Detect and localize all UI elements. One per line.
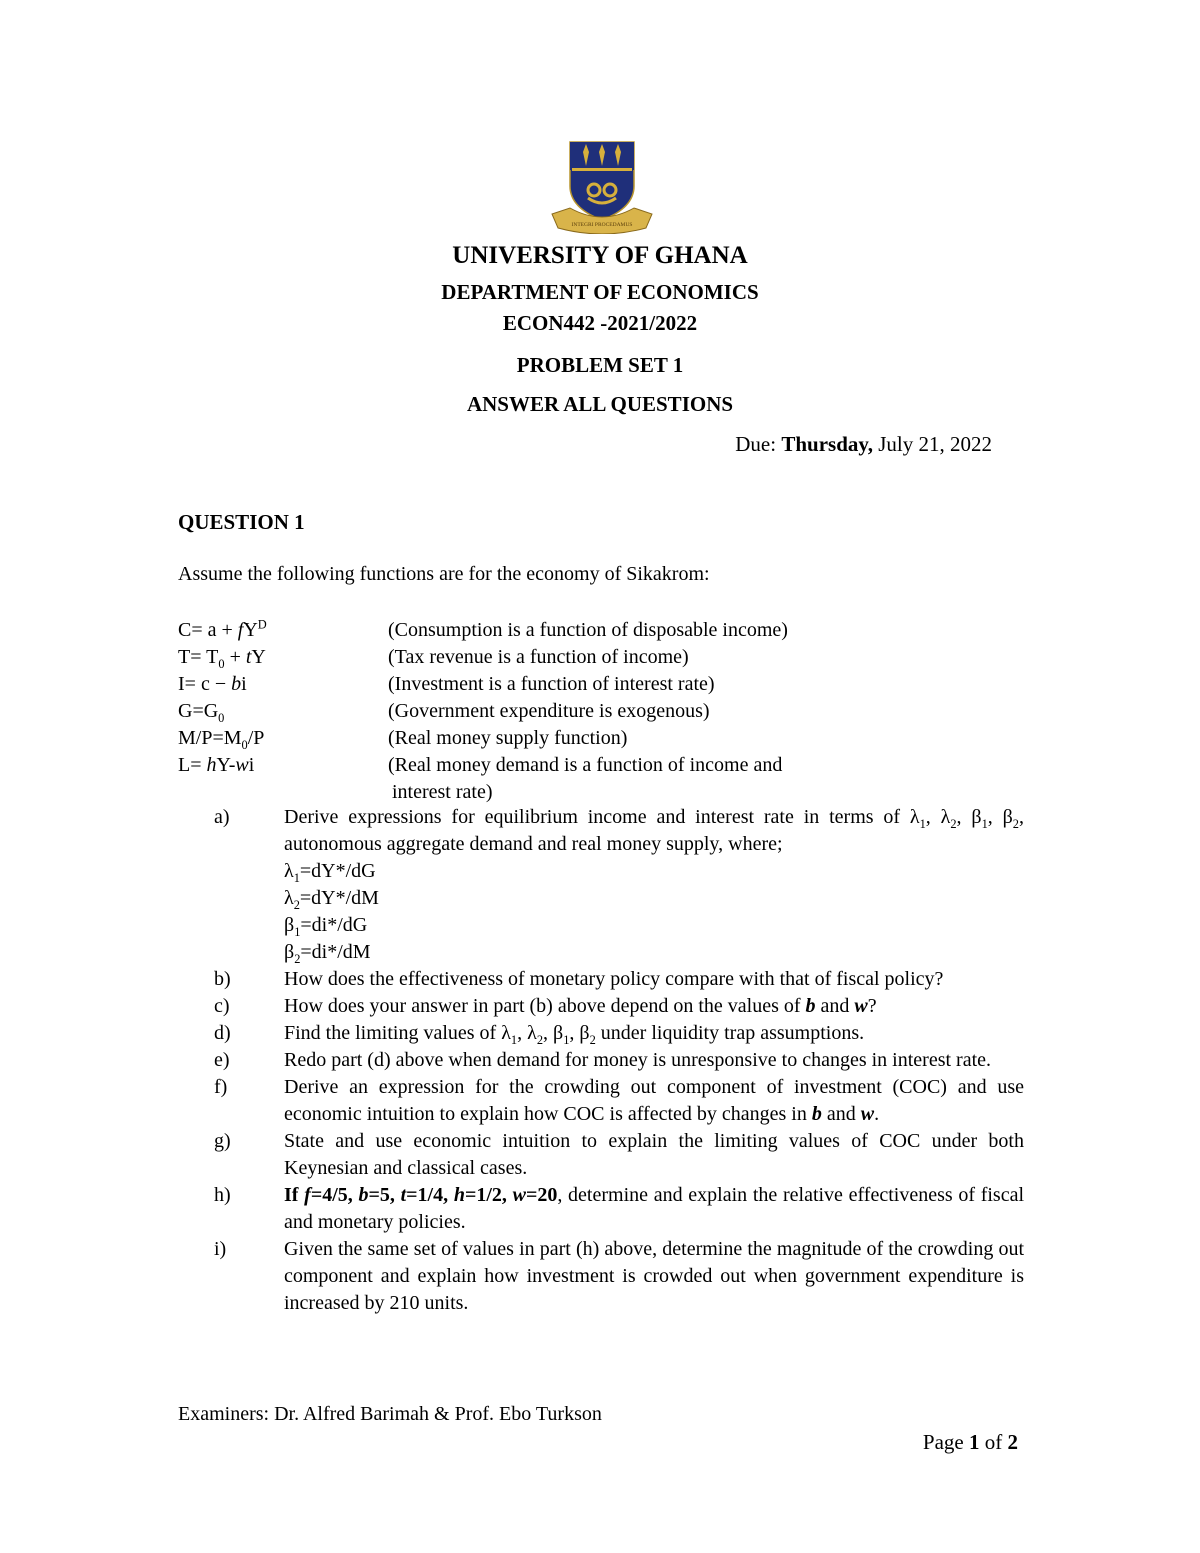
problem-set-title: PROBLEM SET 1 [516,353,684,377]
question-item-e: e) Redo part (d) above when demand for money is unresponsive to changes in interest rate. [214,1049,992,1071]
question-item-d: d) Find the limiting values of $\lambda_1$, $\lambda_2$, $\beta_1$, $\beta_2$ under liquidity trap assumptions. [214,1022,865,1047]
question-item-g: g) State and use economic intuition to explain the limiting values of COC under both Keynesian and classical cases. [214,1130,1024,1179]
question-items [178,804,1024,1317]
question-item-c: c) How does your answer in part (b) above depend on the values of b and w? [214,995,877,1017]
document-page: INTEGRI PROCEDAMUS UNIVERSITY OF GHANA DEPARTMENT OF ECONOMICS ECON442 -2021/2022 PROBLEM SET 1 ANSWER ALL QUESTIONS Due: Thursday, July 21, 2022 QUESTION 1 Assume the following functions are for the economy of Sikakrom: $C= a + fY^D$ (Consumption is a function of disposable income) $T= T_0$ + tY (Tax revenue is a function of income) I= c − bi (Investment is a function of interest rate) $G=G_0$ (Government expenditure is exogenous) $M/P=M_0/P$ (Real money supply function) L= hY-wi (Real money demand is a function of income and interest rate) a) Derive expressions for equilibrium income and interest rate in terms of $\lambda_1$, $\lambda_2$, $\beta_1$, $\beta_2$, autonomous aggregate demand and real money supply, where; $\lambda_1=dY*/dG$ $\lambda_2=dY*/dM$ $\beta_1=di*/dG$ $\beta_2=di*/dM$ b) How does the effectiveness of monetary policy compare with that of fiscal policy? c) How does your answer in part (b) above depend on the values of b and w? d) Find the limiting values of $\lambda_1$, $\lambda_2$, $\beta_1$, $\beta_2$ under liquidity trap assumptions. e) Redo part (d) above when demand for money is unresponsive to changes in interest rate. f) Derive an expression for the crowding out component of investment (COC) and use economic intuition to explain how COC is affected by changes in b and w. g) State and use economic intuition to explain the limiting values of COC under both Keynesian and classical cases. h) If f=4/5, b=5, t=1/4, h=1/2, w=20, determine and explain the relative effectiveness of fiscal and monetary policies. i) Given the same set of values in part (h) above, determine the magnitude of the crowding out component and explain how investment is crowded out when government expenditure is increased by 210 units. Examiners: Dr. Alfred Barimah & Prof. Ebo Turkson Page 1 of 2 [0,0,1200,1553]
department-name: DEPARTMENT OF ECONOMICS [441,280,759,304]
question-item-f: f) Derive an expression for the crowding out component of investment (COC) and use economic intuition to explain how COC is affected by changes in b and w. [214,1076,1024,1125]
question-item-i: i) Given the same set of values in part (h) above, determine the magnitude of the crowding out component and explain how investment is crowded out when government expenditure is increased by 210 units. [214,1238,1024,1314]
question-item-a: a) Derive expressions for equilibrium income and interest rate in terms of $\lambda_1$, $\lambda_2$, $\beta_1$, $\beta_2$, autonomous aggregate demand and real money supply, where; $\lambda_1=dY*/dG$ $\lambda_2=dY*/dM$ $\beta_1=di*/dG$ $\beta_2=di*/dM$ [214,806,1024,966]
question-heading: QUESTION 1 [178,510,305,534]
crest-motto: INTEGRI PROCEDAMUS [571,222,633,228]
page-number: Page 1 of 2 [922,1430,1018,1454]
due-date: Due: Thursday, July 21, 2022 [735,432,992,456]
university-name: UNIVERSITY OF GHANA [452,242,748,269]
course-code: ECON442 -2021/2022 [502,311,698,335]
question-intro: Assume the following functions are for the economy of Sikakrom: [178,563,710,585]
question-item-h: h) If f=4/5, b=5, t=1/4, h=1/2, w=20, determine and explain the relative effectiveness of fiscal and monetary policies. [214,1184,1025,1233]
examiners-line: Examiners: Dr. Alfred Barimah & Prof. Ebo Turkson [178,1403,602,1425]
university-crest-logo [548,138,656,234]
instruction-text: ANSWER ALL QUESTIONS [466,392,734,416]
question-item-b: b) How does the effectiveness of monetary policy compare with that of fiscal policy? [214,968,944,990]
